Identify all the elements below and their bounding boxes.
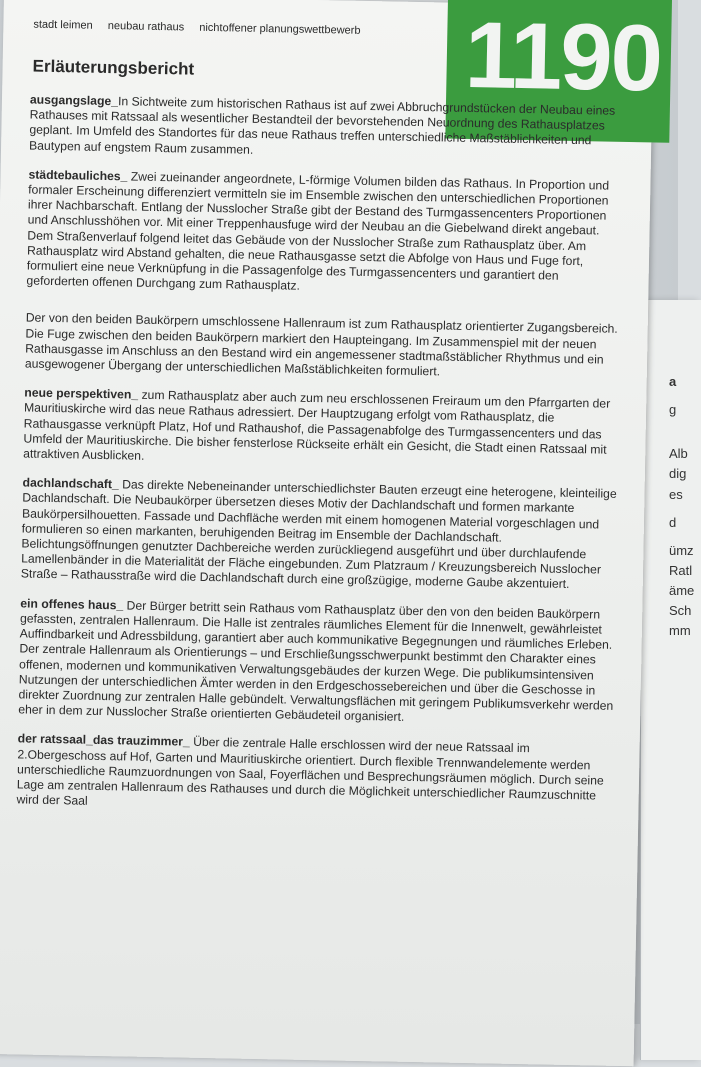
header-city: stadt leimen xyxy=(33,18,93,32)
paragraph-text: Über die zentrale Halle erschlossen wird der neue Ratssaal im 2.Obergeschoss auf Hof, Garten und Mauritiuskirche orientiert. Durch flexible Trennwandelemente werden unterschiedliche Raumzuordnungen von Saal, Foyerflächen und Besprechungsräumen möglich. Durch seine Lage am zentralen Hallenraum des Rathauses und durch die Möglichkeit unterschiedlicher Raumzuschnitte wird der Saal xyxy=(16,735,604,808)
paragraph-text: zum Rathausplatz aber auch zum neu erschlossenen Freiraum um den Pfarrgarten der Mauritiuskirche wird das neue Rathaus adressiert. Der Hauptzugang erfolgt vom Rathausplatz, die Rathausgasse verknüpft Platz, Hof und Rathaushof, die Passagenabfolge des Turmgassencenters und das Umfeld der Mauritiuskirche. Die bisher fensterlose Rückseite erhält ein Gesicht, die Stadt einen Ratssaal mit attraktiven Ausblicken. xyxy=(23,387,611,463)
paragraph-keyword: städtebauliches_ xyxy=(28,167,128,184)
header-line xyxy=(33,19,372,38)
paragraph-ratssaal xyxy=(16,732,613,819)
paragraph-keyword: dachlandschaft_ xyxy=(22,475,119,492)
paragraph-text: Der von den beiden Baukörpern umschlossene Hallenraum ist zum Rathausplatz orientierter Zugangsbereich. Die Fuge zwischen den beiden Baukörpern markiert den Haupteingang. Im Zusammenspiel mit der neuen Rathausgasse im Anschluss an den Bestand wird ein angemessener stadtmaßstäblicher Rhythmus und ein ausgewogener Übergang der unterschiedlichen Maßstäblichkeiten formuliert. xyxy=(24,310,618,379)
entry-number: 1190 xyxy=(463,1,662,111)
paragraph-dachlandschaft xyxy=(21,476,619,594)
fragment: Ratl xyxy=(669,562,693,578)
paragraph-keyword: ein offenes haus_ xyxy=(20,596,124,613)
adjacent-sheet xyxy=(640,300,701,1060)
header-competition: nichtoffener planungswettbewerb xyxy=(199,21,361,37)
fragment: Alb xyxy=(669,446,688,462)
fragment: g xyxy=(669,402,677,418)
fragment: äme xyxy=(669,583,695,599)
paragraph-text: In Sichtweite zum historischen Rathaus ist auf zwei Abbruchgrundstücken der Neubau eines Rathauses mit Ratssaal als wesentlicher Bestandteil der bevorstehenden Neuordnung des Rathausplatzes geplant. Im Umfeld des Standortes für das neue Rathaus treffen unterschiedliche Maßstäblichkeiten und Bautypen auf engstem Raum zusammen. xyxy=(28,94,616,157)
fragment: ümz xyxy=(669,542,694,558)
paragraph-hallenraum xyxy=(25,311,622,383)
paragraph-staedtebauliches xyxy=(26,167,624,300)
header-project: neubau rathaus xyxy=(107,19,185,34)
paragraph-neue-perspektiven xyxy=(23,386,620,473)
fragment: d xyxy=(669,514,677,530)
fragment: mm xyxy=(669,623,691,639)
paragraph-text: Zwei zueinander angeordnete, L-förmige Volumen bilden das Rathaus. In Proportion und formaler Erscheinung differenziert vermitteln sie im Ensemble zwischen den unterschiedlichen Proportionen ihrer Nachbarschaft. Entlang der Nusslocher Straße gibt der Bestand des Turmgassencenters Proportionen und Anschlusshöhen vor. Mit einer Treppenhausfuge wird der Neubau an die Giebelwand direkt angebaut. Dem Straßenverlauf folgend leitet das Gebäude von der Nusslocher Straße zum Rathausplatz über. Am Rathausplatz wird Abstand gehalten, die neue Rathausgasse setzt die Abfolge von Haus und Fuge fort, formuliert eine neue Verknüpfung in die Passagenfolge des Turmgassencenters und garantiert den geforderten offenen Durchgang zum Rathausplatz. xyxy=(26,169,610,293)
paragraph-keyword: neue perspektiven_ xyxy=(24,385,139,402)
fragment: a xyxy=(669,374,677,389)
paragraph-text: Das direkte Nebeneinander unterschiedlichster Bauten erzeugt eine heterogene, kleinteilige Dachlandschaft. Die Neubaukörper übersetzen dieses Motiv der Dachlandschaft und formen markante Baukörpersilhouetten. Fassade und Dachfläche werden mit einem homogenen Material vorgeschlagen und formulieren so einen markanten, beruhigenden Beitrag im Ensemble der Dachlandschaft. Belichtungsöffnungen genutzter Dachbereiche werden zurückliegend ausgeführt und über durchlaufende Lamellenbänder in die Materialität der Fläche eingebunden. Zum Platzraum / Kreuzungsbereich Nusslocher Straße – Rathausstraße wird die Dachlandschaft durch eine großzügige, moderne Gaube akzentuiert. xyxy=(20,477,617,592)
fragment: dig xyxy=(669,466,687,482)
paragraph-text: Der Bürger betritt sein Rathaus vom Rathausplatz über den von den beiden Baukörpern gefassten, zentralen Hallenraum. Die Halle ist zentrales räumliches Element für die Innenwelt, gewährleistet Auffindbarkeit und Adressbildung, garantiert aber auch kommunikative Begegnungen und räumliches Erleben. Der zentrale Hallenraum als Orientierungs – und Erschließungsschwerpunkt bestimmt den Charakter eines offenen, modernen und kommunikativen Verwaltungsgebäudes der kurzen Wege. Die publikumsintensiven Nutzungen der unterschiedlichen Ämter werden in den Erdgeschossebereichen und über die Geschosse in direkter Zuordnung zur zentralen Halle gebündelt. Verwaltungsflächen mit geringem Publikumsverkehr werden eher in dem zur Nusslocher Straße orientierten Gebäudeteil organisiert. xyxy=(18,598,614,724)
report-body xyxy=(16,93,626,834)
paragraph-ausgangslage xyxy=(29,93,626,165)
paragraph-keyword: ausgangslage_ xyxy=(29,92,119,109)
paragraph-keyword: der ratssaal_das trauzimmer_ xyxy=(17,731,190,750)
fragment: Sch xyxy=(669,603,692,619)
paragraph-offenes-haus xyxy=(18,596,616,729)
page-title: Erläuterungsbericht xyxy=(32,56,195,79)
fragment: es xyxy=(669,486,683,502)
